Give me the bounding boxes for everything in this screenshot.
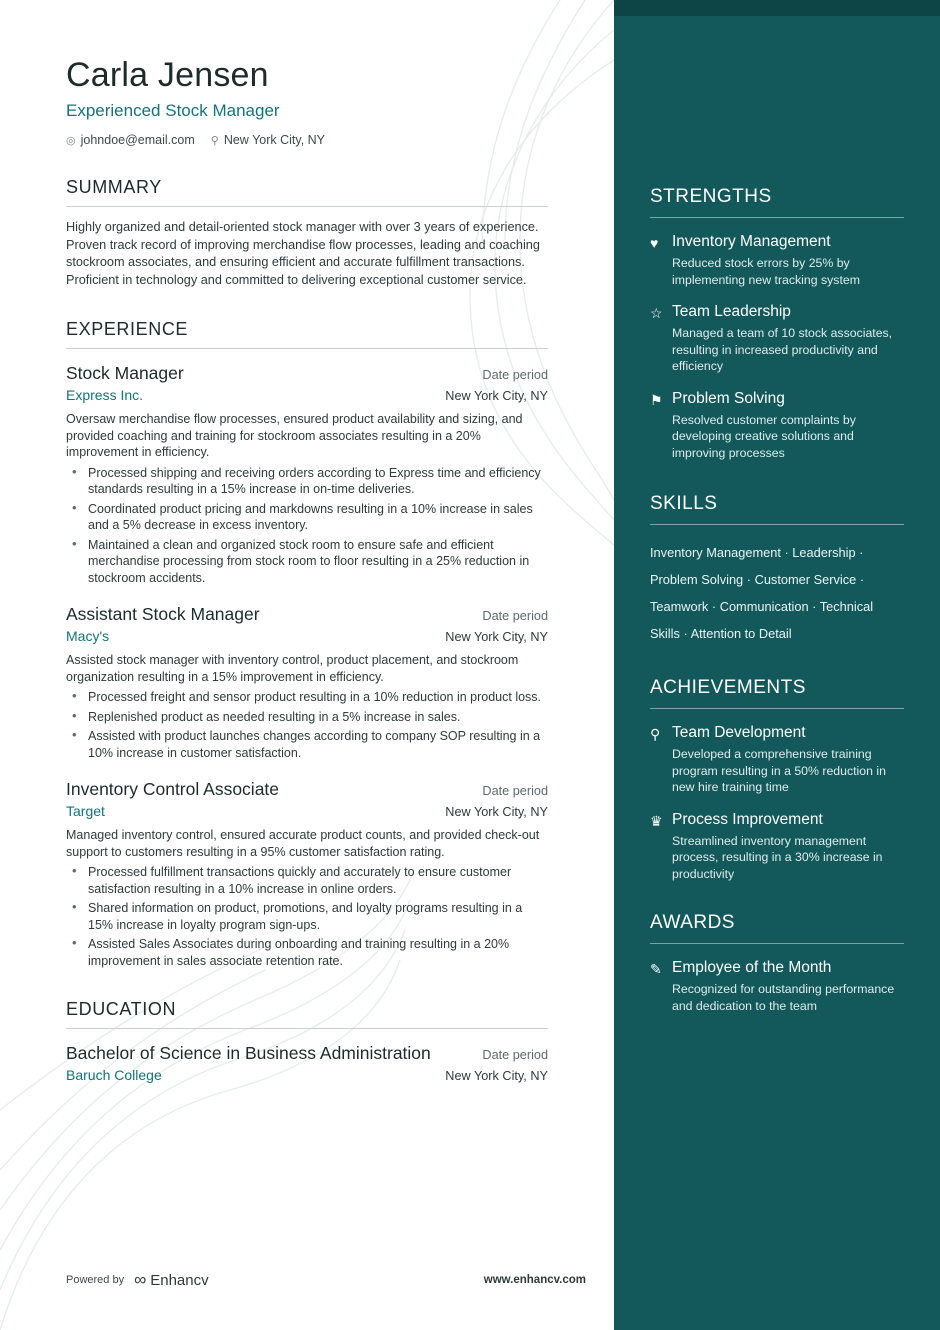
summary-text: Highly organized and detail-oriented stock manager with over 3 years of experience. Proven track record of improving merchandise flow processes, leading and coaching stockroom associates, and ensuring efficient and accurate fulfillment transactions. Proficient in technology and committed to delivering exceptional customer service. xyxy=(66,220,540,287)
flag-icon: ⚑ xyxy=(650,391,663,408)
job-description: Oversaw merchandise flow processes, ensured product availability and sizing, and provided coaching and training for stockroom associates resulting in a 20% improvement in efficiency. xyxy=(66,412,523,459)
section-title-achievements: ACHIEVEMENTS xyxy=(650,677,904,709)
section-title-awards: AWARDS xyxy=(650,912,904,944)
education-entry xyxy=(66,1041,548,1083)
sidebar-top-accent xyxy=(614,0,940,16)
skill-separator: · xyxy=(746,572,752,587)
star-icon: ☆ xyxy=(650,305,663,321)
powered-by-block xyxy=(66,1270,209,1290)
sidebar xyxy=(614,0,940,1330)
skill-item: Problem Solving xyxy=(650,572,744,587)
job-bullets xyxy=(66,465,548,587)
skill-item: Technical Skills xyxy=(650,599,874,641)
strength-desc: Managed a team of 10 stock associates, resulting in increased productivity and efficiency xyxy=(672,326,893,373)
achievement-title: Process Improvement xyxy=(672,810,823,828)
experience-entry xyxy=(66,602,548,761)
rocket-icon: ✎ xyxy=(650,961,662,977)
skill-item: Teamwork xyxy=(650,599,709,614)
strength-item xyxy=(650,302,904,375)
award-desc: Recognized for outstanding performance and dedication to the team xyxy=(672,982,895,1013)
job-bullet: • Processed fulfillment transactions quickly and accurately to ensure customer satisfaction resulting in a 10% increase in online orders. xyxy=(66,864,548,897)
achievement-item xyxy=(650,723,904,796)
section-summary xyxy=(66,177,548,289)
section-education xyxy=(66,999,548,1083)
strength-title: Problem Solving xyxy=(672,389,785,407)
skill-item: Inventory Management xyxy=(650,545,781,560)
section-experience xyxy=(66,319,548,969)
section-title-experience: EXPERIENCE xyxy=(66,319,548,349)
job-company: Target xyxy=(66,803,105,819)
location-value: New York City, NY xyxy=(223,133,326,147)
job-bullet: • Processed shipping and receiving orders according to Express time and efficiency standards resulting in a 15% increase in on-time deliveries. xyxy=(66,465,548,498)
website-url[interactable]: www.enhancv.com xyxy=(483,1274,586,1286)
job-bullets xyxy=(66,689,548,761)
award-title: Employee of the Month xyxy=(672,959,832,976)
achievement-desc: Developed a comprehensive training program resulting in a 50% reduction in new hire training time xyxy=(672,747,886,794)
achievement-desc: Streamlined inventory management process, resulting in a 30% increase in productivity xyxy=(672,833,883,881)
footer xyxy=(66,1270,586,1290)
skill-separator: · xyxy=(859,572,865,587)
skill-separator: · xyxy=(859,545,864,560)
skill-separator: · xyxy=(812,599,817,614)
map-pin-icon: ⚲ xyxy=(210,134,219,147)
contact-row xyxy=(66,133,548,147)
strength-desc: Reduced stock errors by 25% by implementing new tracking system xyxy=(672,256,860,287)
section-strengths xyxy=(650,186,904,461)
job-bullet: • Maintained a clean and organized stock room to ensure safe and efficient merchandise processing from stock room to floor resulting in a 25% reduction in stockroom accidents. xyxy=(66,537,548,587)
strength-desc: Resolved customer complaints by developing creative solutions and improving processes xyxy=(672,412,856,460)
experience-entry xyxy=(66,361,548,586)
achievement-item xyxy=(650,810,904,883)
experience-entry xyxy=(66,777,548,969)
skill-item: Attention to Detail xyxy=(690,626,792,641)
job-bullet: • Coordinated product pricing and markdowns resulting in a 10% increase in sales and a 5% decrease in excess inventory. xyxy=(66,501,548,534)
job-location: New York City, NY xyxy=(445,389,548,403)
job-bullet: • Assisted with product launches changes according to company SOP resulting in a 10% increase in customer satisfaction. xyxy=(66,728,548,761)
job-title: Assistant Stock Manager xyxy=(66,604,260,624)
section-awards xyxy=(650,912,904,1014)
job-bullet: • Replenished product as needed resulting in a 5% increase in sales. xyxy=(66,709,548,726)
skill-item: Communication xyxy=(719,599,809,614)
job-date: Date period xyxy=(482,609,548,623)
job-company: Macy's xyxy=(66,628,110,644)
job-description: Assisted stock manager with inventory control, product placement, and stockroom organization resulting in a 15% improvement in efficiency. xyxy=(66,653,519,684)
job-title: Inventory Control Associate xyxy=(66,779,280,799)
job-bullet: • Shared information on product, promotions, and loyalty programs resulting in a 15% increase in loyalty program sign-ups. xyxy=(66,900,548,933)
award-item xyxy=(650,958,904,1014)
skill-item: Leadership xyxy=(792,545,856,560)
skill-separator: · xyxy=(683,626,688,641)
job-location: New York City, NY xyxy=(445,630,548,644)
section-title-summary: SUMMARY xyxy=(66,177,548,207)
job-title: Stock Manager xyxy=(66,363,184,383)
job-bullet: • Processed freight and sensor product resulting in a 10% reduction in product loss. xyxy=(66,689,548,706)
section-title-education: EDUCATION xyxy=(66,999,548,1029)
school-name: Baruch College xyxy=(66,1067,162,1083)
strength-item xyxy=(650,232,904,288)
job-description: Managed inventory control, ensured accurate product counts, and provided check-out support to customers resulting in a 95% customer satisfaction rating. xyxy=(66,828,540,859)
page-title: Carla Jensen xyxy=(66,56,269,94)
job-bullets xyxy=(66,864,548,969)
at-icon: ◎ xyxy=(66,134,76,147)
enhancv-logo[interactable] xyxy=(134,1270,209,1290)
school-location: New York City, NY xyxy=(445,1069,548,1083)
contact-email[interactable] xyxy=(66,133,195,147)
strength-title: Inventory Management xyxy=(672,233,831,250)
powered-by-label: Powered by xyxy=(66,1274,125,1286)
skills-list xyxy=(650,539,904,647)
job-headline: Experienced Stock Manager xyxy=(66,101,280,120)
skill-separator: · xyxy=(711,599,717,614)
strength-item xyxy=(650,389,904,462)
degree-date: Date period xyxy=(482,1048,548,1062)
section-title-skills: SKILLS xyxy=(650,493,904,525)
heart-icon: ♥ xyxy=(650,235,659,251)
job-location: New York City, NY xyxy=(445,805,548,819)
lightbulb-icon: ⚲ xyxy=(650,726,661,742)
strength-title: Team Leadership xyxy=(672,303,791,320)
skill-separator: · xyxy=(784,545,789,560)
contact-location xyxy=(211,133,325,147)
achievement-title: Team Development xyxy=(672,724,806,741)
skill-item: Customer Service xyxy=(754,572,857,587)
section-skills xyxy=(650,493,904,647)
trophy-icon: ♛ xyxy=(650,812,663,829)
brand-name: Enhancv xyxy=(150,1271,209,1289)
job-date: Date period xyxy=(482,368,548,382)
co-logo-icon: ∞ xyxy=(134,1270,145,1289)
degree-title: Bachelor of Science in Business Administration xyxy=(66,1043,431,1063)
job-bullet: • Assisted Sales Associates during onboarding and training resulting in a 20% improvement in sales associate retention rate. xyxy=(66,936,548,969)
section-achievements xyxy=(650,677,904,882)
job-date: Date period xyxy=(482,784,548,798)
job-company: Express Inc. xyxy=(66,387,144,403)
email-value: johndoe@email.com xyxy=(80,133,195,147)
section-title-strengths: STRENGTHS xyxy=(650,186,904,218)
